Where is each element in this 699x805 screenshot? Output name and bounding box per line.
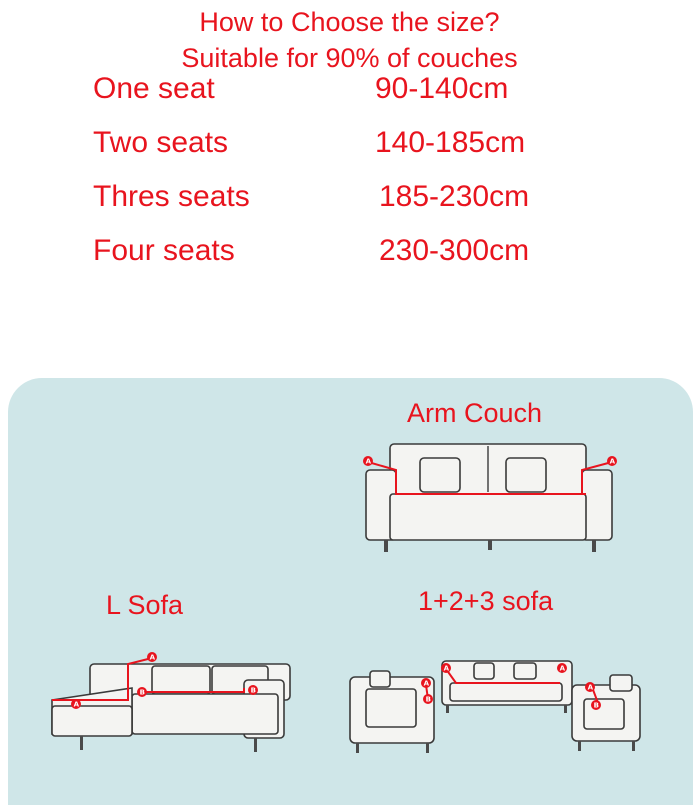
size-row <box>0 234 699 274</box>
heading-subtitle: Suitable for 90% of couches <box>181 43 518 73</box>
marker-a: A <box>443 664 450 673</box>
l-sofa-label: L Sofa <box>106 590 184 620</box>
marker-a: A <box>365 457 372 466</box>
arm-couch-illustration <box>360 440 620 555</box>
marker-a: A <box>423 679 430 688</box>
marker-b: B <box>139 688 145 697</box>
marker-a: A <box>587 683 594 692</box>
seat-range: 140-185cm <box>375 126 526 159</box>
seat-range: 230-300cm <box>379 234 530 267</box>
seat-name: Two seats <box>93 126 229 159</box>
arm-couch-label: Arm Couch <box>407 398 543 428</box>
size-row <box>0 72 699 112</box>
seat-range: 90-140cm <box>375 72 509 105</box>
heading-question: How to Choose the size? <box>199 7 500 37</box>
l-sofa-illustration <box>48 650 298 755</box>
seat-name: One seat <box>93 72 215 105</box>
seat-name: Thres seats <box>93 180 250 213</box>
marker-b: B <box>250 686 256 695</box>
marker-b: B <box>593 701 599 710</box>
seat-range: 185-230cm <box>379 180 530 213</box>
marker-a: A <box>559 664 566 673</box>
marker-b: B <box>425 695 431 704</box>
combo-sofa-illustration <box>346 655 646 765</box>
combo-sofa-label: 1+2+3 sofa <box>418 586 554 616</box>
seat-name: Four seats <box>93 234 235 267</box>
size-row <box>0 126 699 166</box>
marker-a: A <box>609 457 616 466</box>
marker-a: A <box>73 700 80 709</box>
marker-a: A <box>149 653 156 662</box>
size-row <box>0 180 699 220</box>
